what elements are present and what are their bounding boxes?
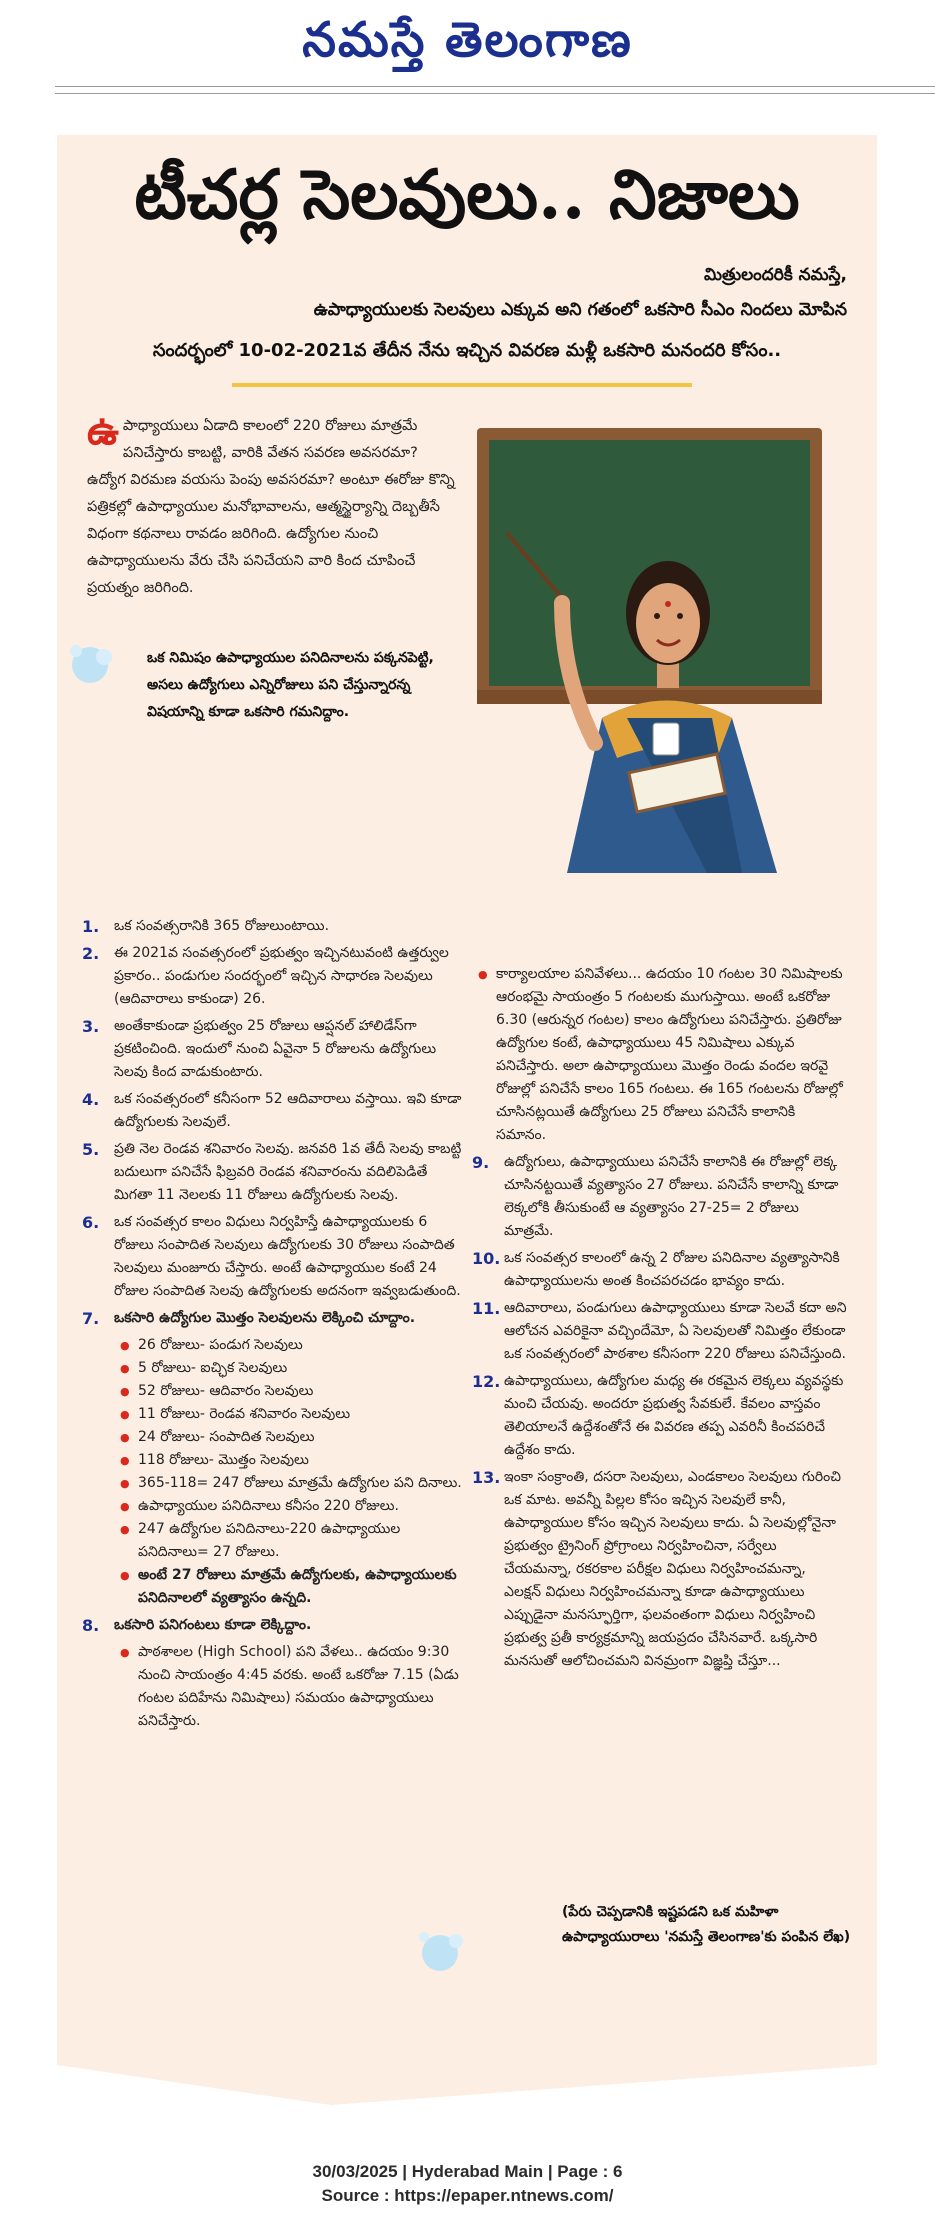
sub-item: ● 26 రోజులు- పండుగ సెలవులు — [114, 1334, 462, 1357]
point-item: 1. ఒక సంవత్సరానికి 365 రోజులుంటాయి. — [82, 917, 330, 936]
sub-item: ● 11 రోజులు- రెండవ శనివారం సెలవులు — [114, 1403, 462, 1426]
sub-item: ● ఉపాధ్యాయుల పనిదినాలు కనీసం 220 రోజులు. — [114, 1495, 462, 1518]
callout-box: ఒక నిమిషం ఉపాధ్యాయుల పనిదినాలను పక్కనపెట్టి, అసలు ఉద్యోగులు ఎన్నిరోజులు పని చేస్తున్నారన్న విషయాన్ని కూడా ఒకసారి గమనిద్దాం. — [147, 650, 434, 720]
sub-item: ● 118 రోజులు- మొత్తం సెలవులు — [114, 1449, 462, 1472]
id-badge — [653, 723, 679, 755]
sub-item: ● 5 రోజులు- ఐచ్ఛిక సెలవులు — [114, 1357, 462, 1380]
article-headline: టీచర్ల సెలవులు.. నిజాలు — [134, 155, 800, 235]
drop-cap: ఉ — [87, 407, 119, 454]
teacher-illustration — [477, 418, 847, 873]
point-item: 13. ఇంకా సంక్రాంతి, దసరా సెలవులు, ఎండకాలం సెలవులు గురించి ఒక మాట. అవన్నీ పిల్లల కోసం ఇచ్చిన సెలవులే కానీ, ఉపాధ్యాయుల కోసం ఇచ్చిన సెలవులు కాదు. ఏ సెలవుల్లోనైనా ప్రభుత్వం ట్రైనింగ్ ప్రోగ్రాంలు నిర్వహించినా, సర్వేలు చేయమన్నా, రకరకాల పరీక్షల విధులు నిర్వహించమన్నా, ఎలక్షన్ విధులు నిర్వహించమన్నా కూడా ఉపాధ్యాయులు ఎప్పుడైనా మనస్ఫూర్తిగా, ఫలవంతంగా విధులు నిర్వహించి ప్రభుత్వ ప్రతీ కార్యక్రమాన్ని జయప్రదం చేసినవారే. ఒక్కసారి మనసుతో ఆలోచించమని వినమ్రంగా విజ్ఞప్తి చేస్తూ... — [472, 1468, 841, 1669]
point-item: 5. ప్రతి నెల రెండవ శనివారం సెలవు. జనవరి 1వ తేదీ సెలవు కాబట్టి బదులుగా పనిచేసే ఫిబ్రవరి రెండవ శనివారంను వదిలిపెడితే మిగతా 11 నెలలకు 11 రోజులు ఉద్యోగులకు సెలవు. — [82, 1140, 462, 1203]
sub-item: ● 24 రోజులు- సంపాదిత సెలవులు — [114, 1426, 462, 1449]
intro-greeting: మిత్రులందరికీ నమస్తే, — [704, 265, 847, 285]
intro-underline — [232, 383, 692, 387]
sub-item: ● 365-118= 247 రోజులు మాత్రమే ఉద్యోగుల పని దినాలు. — [114, 1472, 462, 1495]
point-item: 10. ఒక సంవత్సర కాలంలో ఉన్న 2 రోజుల పనిదినాల వ్యత్యాసానికి ఉపాధ్యాయులను అంత కించపరచడం భావ్యం కాదు. — [472, 1249, 840, 1289]
point-item: 6. ఒక సంవత్సర కాలం విధులు నిర్వహిస్తే ఉపాధ్యాయులకు 6 రోజులు సంపాదిత సెలవులు ఉద్యోగులకు 30 రోజులు సంపాదిత సెలవులు మంజూరు చేస్తారు. అంటే ఉపాధ్యాయుల కంటే 24 రోజుల సంపాదిత సెలవు ఉద్యోగులకు అదనంగా ఇవ్వబడుతుంది. — [82, 1213, 461, 1299]
points-column-left — [82, 915, 462, 1737]
point-item: 11. ఆదివారాలు, పండుగులు ఉపాధ్యాయులు కూడా సెలవే కదా అని ఆలోచన ఎవరికైనా వచ్చిందేమో, ఏ సెలవులతో నిమిత్తం లేకుండా ఒక సంవత్సరంలో పాఠశాల కనీసంగా 220 రోజులు పనిచేస్తుంది. — [472, 1299, 847, 1362]
lead-paragraph — [87, 407, 457, 602]
points-column-right — [472, 963, 847, 1677]
point-item: 2. ఈ 2021వ సంవత్సరంలో ప్రభుత్వం ఇచ్చినటువంటి ఉత్తర్వుల ప్రకారం.. పండుగుల సందర్భంలో ఇచ్చిన సాధారణ సెలవులు (ఆదివారాలు కాకుండా) 26. — [82, 944, 449, 1007]
page-footer — [0, 2160, 935, 2208]
masthead — [0, 12, 935, 82]
article — [57, 135, 877, 2065]
footer-edition: 30/03/2025 | Hyderabad Main | Page : 6 — [312, 2162, 623, 2181]
lead-text: పాధ్యాయులు ఏడాది కాలంలో 220 రోజులు మాత్రమే పనిచేస్తారు కాబట్టి, వారికి వేతన సవరణ అవసరమా? ఉద్యోగ విరమణ వయసు పెంపు అవసరమా? అంటూ ఈరోజు కొన్ని పత్రికల్లో ఉపాధ్యాయుల మనోభావాలను, ఆత్మస్థైర్యాన్ని దెబ్బతీసే విధంగా కథనాలు రావడం జరిగింది. ఉద్యోగుల నుంచి ఉపాధ్యాయులను వేరు చేసి పనిచేయని వారి కింద చూపించే ప్రయత్నం జరిగింది. — [87, 418, 455, 596]
point8-list — [82, 1641, 462, 1733]
point7-list — [82, 1334, 462, 1610]
point-item: 9. ఉద్యోగులు, ఉపాధ్యాయులు పనిచేసే కాలానికి ఈ రోజుల్లో లెక్క చూసినట్టయితే వ్యత్యాసం 27 రోజులు. పనిచేసే కాలాన్ని కూడా లెక్కలోకి తీసుకుంటే ఆ వ్యత్యాసం 27-25= 2 రోజులు మాత్రమే. — [472, 1153, 839, 1239]
point-item: 7. ఒకసారి ఉద్యోగుల మొత్తం సెలవులను లెక్కించి చూద్దాం. — [82, 1309, 416, 1328]
sub-item: ● అంటే 27 రోజులు మాత్రమే ఉద్యోగులకు, ఉపాధ్యాయులకు పనిదినాలలో వ్యత్యాసం ఉన్నది. — [114, 1564, 462, 1610]
letter-attribution: (పేరు చెప్పడానికి ఇష్టపడని ఒక మహిళా ఉపాధ్యాయురాలు 'నమస్తే తెలంగాణ'కు పంపిన లేఖ) — [562, 1904, 851, 1945]
point-item: 12. ఉపాధ్యాయులు, ఉద్యోగుల మధ్య ఈ రకమైన లెక్కలు వ్యవస్థకు మంచి చేయవు. అందరూ ప్రభుత్వ సేవకులే. కేవలం వాస్తవం తెలియాలనే ఉద్దేశంతోనే ఈ వివరణ తప్ప ఎవరినీ కించపరిచే ఉద్దేశం కాదు. — [472, 1372, 844, 1458]
point-item: 3. అంతేకాకుండా ప్రభుత్వం 25 రోజులు ఆప్షనల్ హాలిడేస్‌గా ప్రకటించింది. ఇందులో నుంచి ఏవైనా 5 రోజులను ఉద్యోగులు సెలవు కింద వాడుకుంటారు. — [82, 1017, 437, 1080]
sub-item: ● 52 రోజులు- ఆదివారం సెలవులు — [114, 1380, 462, 1403]
header-rule-top — [55, 86, 935, 87]
intro-line-2: ఉపాధ్యాయులకు సెలవులు ఎక్కువ అని గతంలో ఒకసారి సీఎం నిందలు మోపిన — [313, 300, 847, 320]
sub-item: ● 247 ఉద్యోగుల పనిదినాలు-220 ఉపాధ్యాయుల పనిదినాలు= 27 రోజులు. — [114, 1518, 462, 1564]
point-item: 4. ఒక సంవత్సరంలో కనీసంగా 52 ఆదివారాలు వస్తాయి. ఇవి కూడా ఉద్యోగులకు సెలవులే. — [82, 1090, 462, 1130]
header-rule-bottom — [55, 93, 935, 94]
face — [636, 583, 700, 663]
intro-line-3: సందర్భంలో 10-02-2021వ తేదీన నేను ఇచ్చిన వివరణ మళ్లీ ఒకసారి మనందరి కోసం.. — [152, 340, 782, 361]
bubble-decoration — [62, 637, 122, 687]
footer-source-link[interactable]: Source : https://epaper.ntnews.com/ — [321, 2186, 614, 2205]
sub-item: ● కార్యాలయాల పనివేళలు... ఉదయం 10 గంటల 30 నిమిషాలకు ఆరంభమై సాయంత్రం 5 గంటలకు ముగుస్తాయి. అంటే ఒకరోజు 6.30 (ఆరున్నర గంటల) కాలం ఉద్యోగులు పనిచేస్తారు. ప్రతిరోజు ఉద్యోగుల కంటే, ఉపాధ్యాయులు 45 నిమిషాలు ఎక్కువ పనిచేస్తారు. అలా ఉపాధ్యాయులు మొత్తం రెండు వందల ఇరవై రోజుల్లో పనిచేసే కాలం 165 గంటలు. ఈ 165 గంటలను రోజుల్లో చూసినట్లయితే ఉద్యోగులు 25 రోజులు పనిచేసే కాలానికి సమానం. — [472, 963, 847, 1147]
newspaper-logo: నమస్తే తెలంగాణ — [302, 12, 633, 68]
bubble-decoration — [412, 1925, 472, 1975]
sub-item: ● పాఠశాలల (High School) పని వేళలు.. ఉదయం 9:30 నుంచి సాయంత్రం 4:45 వరకు. అంటే ఒకరోజు 7.15 (ఏడు గంటల పదిహేను నిమిషాలు) సమయం ఉపాధ్యాయులు పనిచేస్తారు. — [114, 1641, 462, 1733]
point-item: 8. ఒకసారి పనిగంటలు కూడా లెక్కిద్దాం. — [82, 1616, 312, 1635]
